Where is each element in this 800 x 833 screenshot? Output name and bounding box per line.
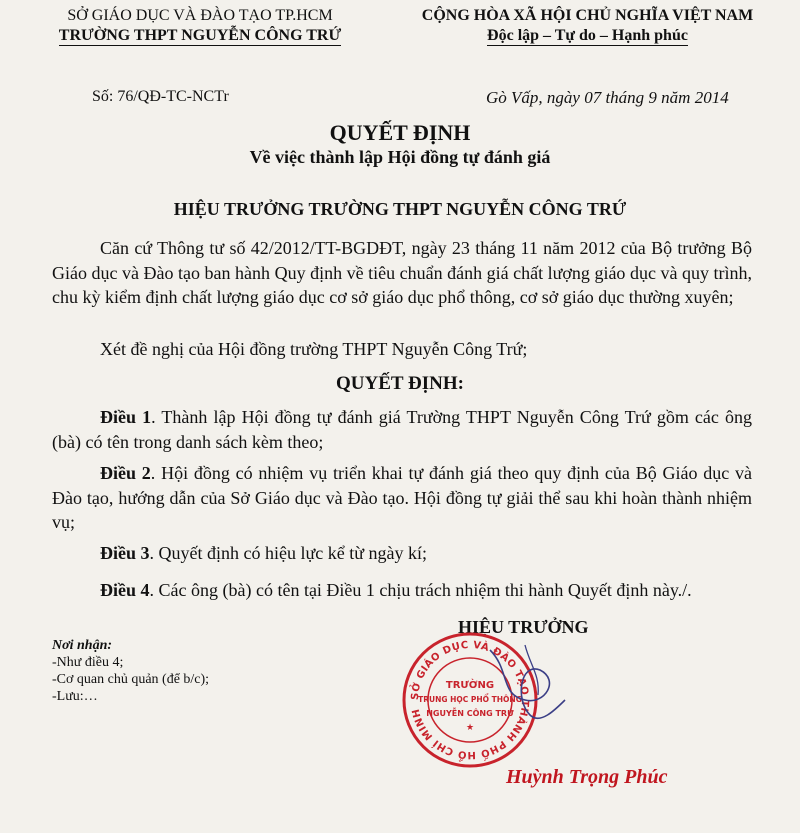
national-motto: Độc lập – Tự do – Hạnh phúc [487, 27, 688, 44]
signature-mark [470, 640, 580, 730]
preamble-proposal [52, 337, 752, 362]
place-date: Gò Vấp, ngày 07 tháng 9 năm 2014 [486, 88, 729, 107]
svg-text:TRƯỜNG: TRƯỜNG [445, 680, 495, 691]
document-number: Số: 76/QĐ-TC-NCTr [92, 88, 229, 105]
article-1-text: . Thành lập Hội đồng tự đánh giá Trường THPT Nguyễn Công Trứ gồm các ông (bà) có tên trong danh sách kèm theo; [52, 407, 752, 452]
signatory-name: Huỳnh Trọng Phúc [506, 766, 668, 788]
country-name: CỘNG HÒA XÃ HỘI CHỦ NGHĨA VIỆT NAM [421, 7, 754, 24]
preamble-proposal-text: Xét đề nghị của Hội đồng trường THPT Nguyễn Công Trứ; [100, 339, 528, 359]
issuing-authority: HIỆU TRƯỞNG TRƯỜNG THPT NGUYỄN CÔNG TRỨ [173, 199, 627, 219]
article-3-text: . Quyết định có hiệu lực kể từ ngày kí; [149, 543, 427, 563]
header-right [375, 6, 800, 46]
article-3-label: Điều 3 [100, 543, 150, 563]
recipients-heading: Nơi nhận: [52, 638, 113, 653]
article-1 [52, 405, 752, 454]
header-left [40, 6, 360, 46]
department-name: SỞ GIÁO DỤC VÀ ĐÀO TẠO TP.HCM [67, 7, 333, 24]
article-4 [52, 578, 752, 603]
article-2-label: Điều 2 [100, 463, 151, 483]
article-1-label: Điều 1 [100, 407, 152, 427]
article-3 [52, 541, 752, 566]
recipients [52, 637, 209, 705]
document-subject: Về việc thành lập Hội đồng tự đánh giá [249, 147, 551, 167]
preamble-basis-text: Căn cứ Thông tư số 42/2012/TT-BGDĐT, ngày 23 tháng 11 năm 2012 của Bộ trưởng Bộ Giáo dục và Đào tạo ban hành Quy định về tiêu chuẩn đánh giá chất lượng giáo dục và quy trình, chu kỳ kiểm định chất lượng giáo dục cơ sở giáo dục phổ thông, cơ sở giáo dục thường xuyên; [52, 238, 752, 307]
article-2-text: . Hội đồng có nhiệm vụ triển khai tự đánh giá theo quy định của Bộ Giáo dục và Đào tạo, hướng dẫn của Sở Giáo dục và Đào tạo. Hội đồng tự giải thể sau khi hoàn thành nhiệm vụ; [52, 463, 753, 532]
article-4-label: Điều 4 [100, 580, 150, 600]
preamble-basis [52, 236, 752, 310]
article-2 [52, 461, 752, 535]
svg-text:SỞ GIÁO DỤC VÀ ĐÀO TẠO THÀNH P: SỞ GIÁO DỤC VÀ ĐÀO TẠO THÀNH PHỐ HỒ CHÍ MINH [409, 639, 531, 761]
recipient-item: -Như điều 4; [52, 655, 124, 670]
document-title: QUYẾT ĐỊNH [329, 120, 471, 145]
article-4-text: . Các ông (bà) có tên tại Điều 1 chịu trách nhiệm thi hành Quyết định này./. [149, 580, 692, 600]
recipient-item: -Cơ quan chủ quản (để b/c); [52, 672, 210, 687]
school-name: TRƯỜNG THPT NGUYỄN CÔNG TRỨ [58, 27, 342, 44]
svg-text:TRUNG HỌC PHỔ THÔNG: TRUNG HỌC PHỔ THÔNG [418, 695, 522, 704]
svg-text:★: ★ [465, 723, 475, 733]
svg-text:NGUYỄN CÔNG TRỨ: NGUYỄN CÔNG TRỨ [426, 709, 514, 718]
decision-heading: QUYẾT ĐỊNH: [336, 373, 464, 394]
recipient-item: -Lưu:… [52, 689, 98, 704]
signature-title: HIỆU TRƯỞNG [458, 617, 589, 637]
